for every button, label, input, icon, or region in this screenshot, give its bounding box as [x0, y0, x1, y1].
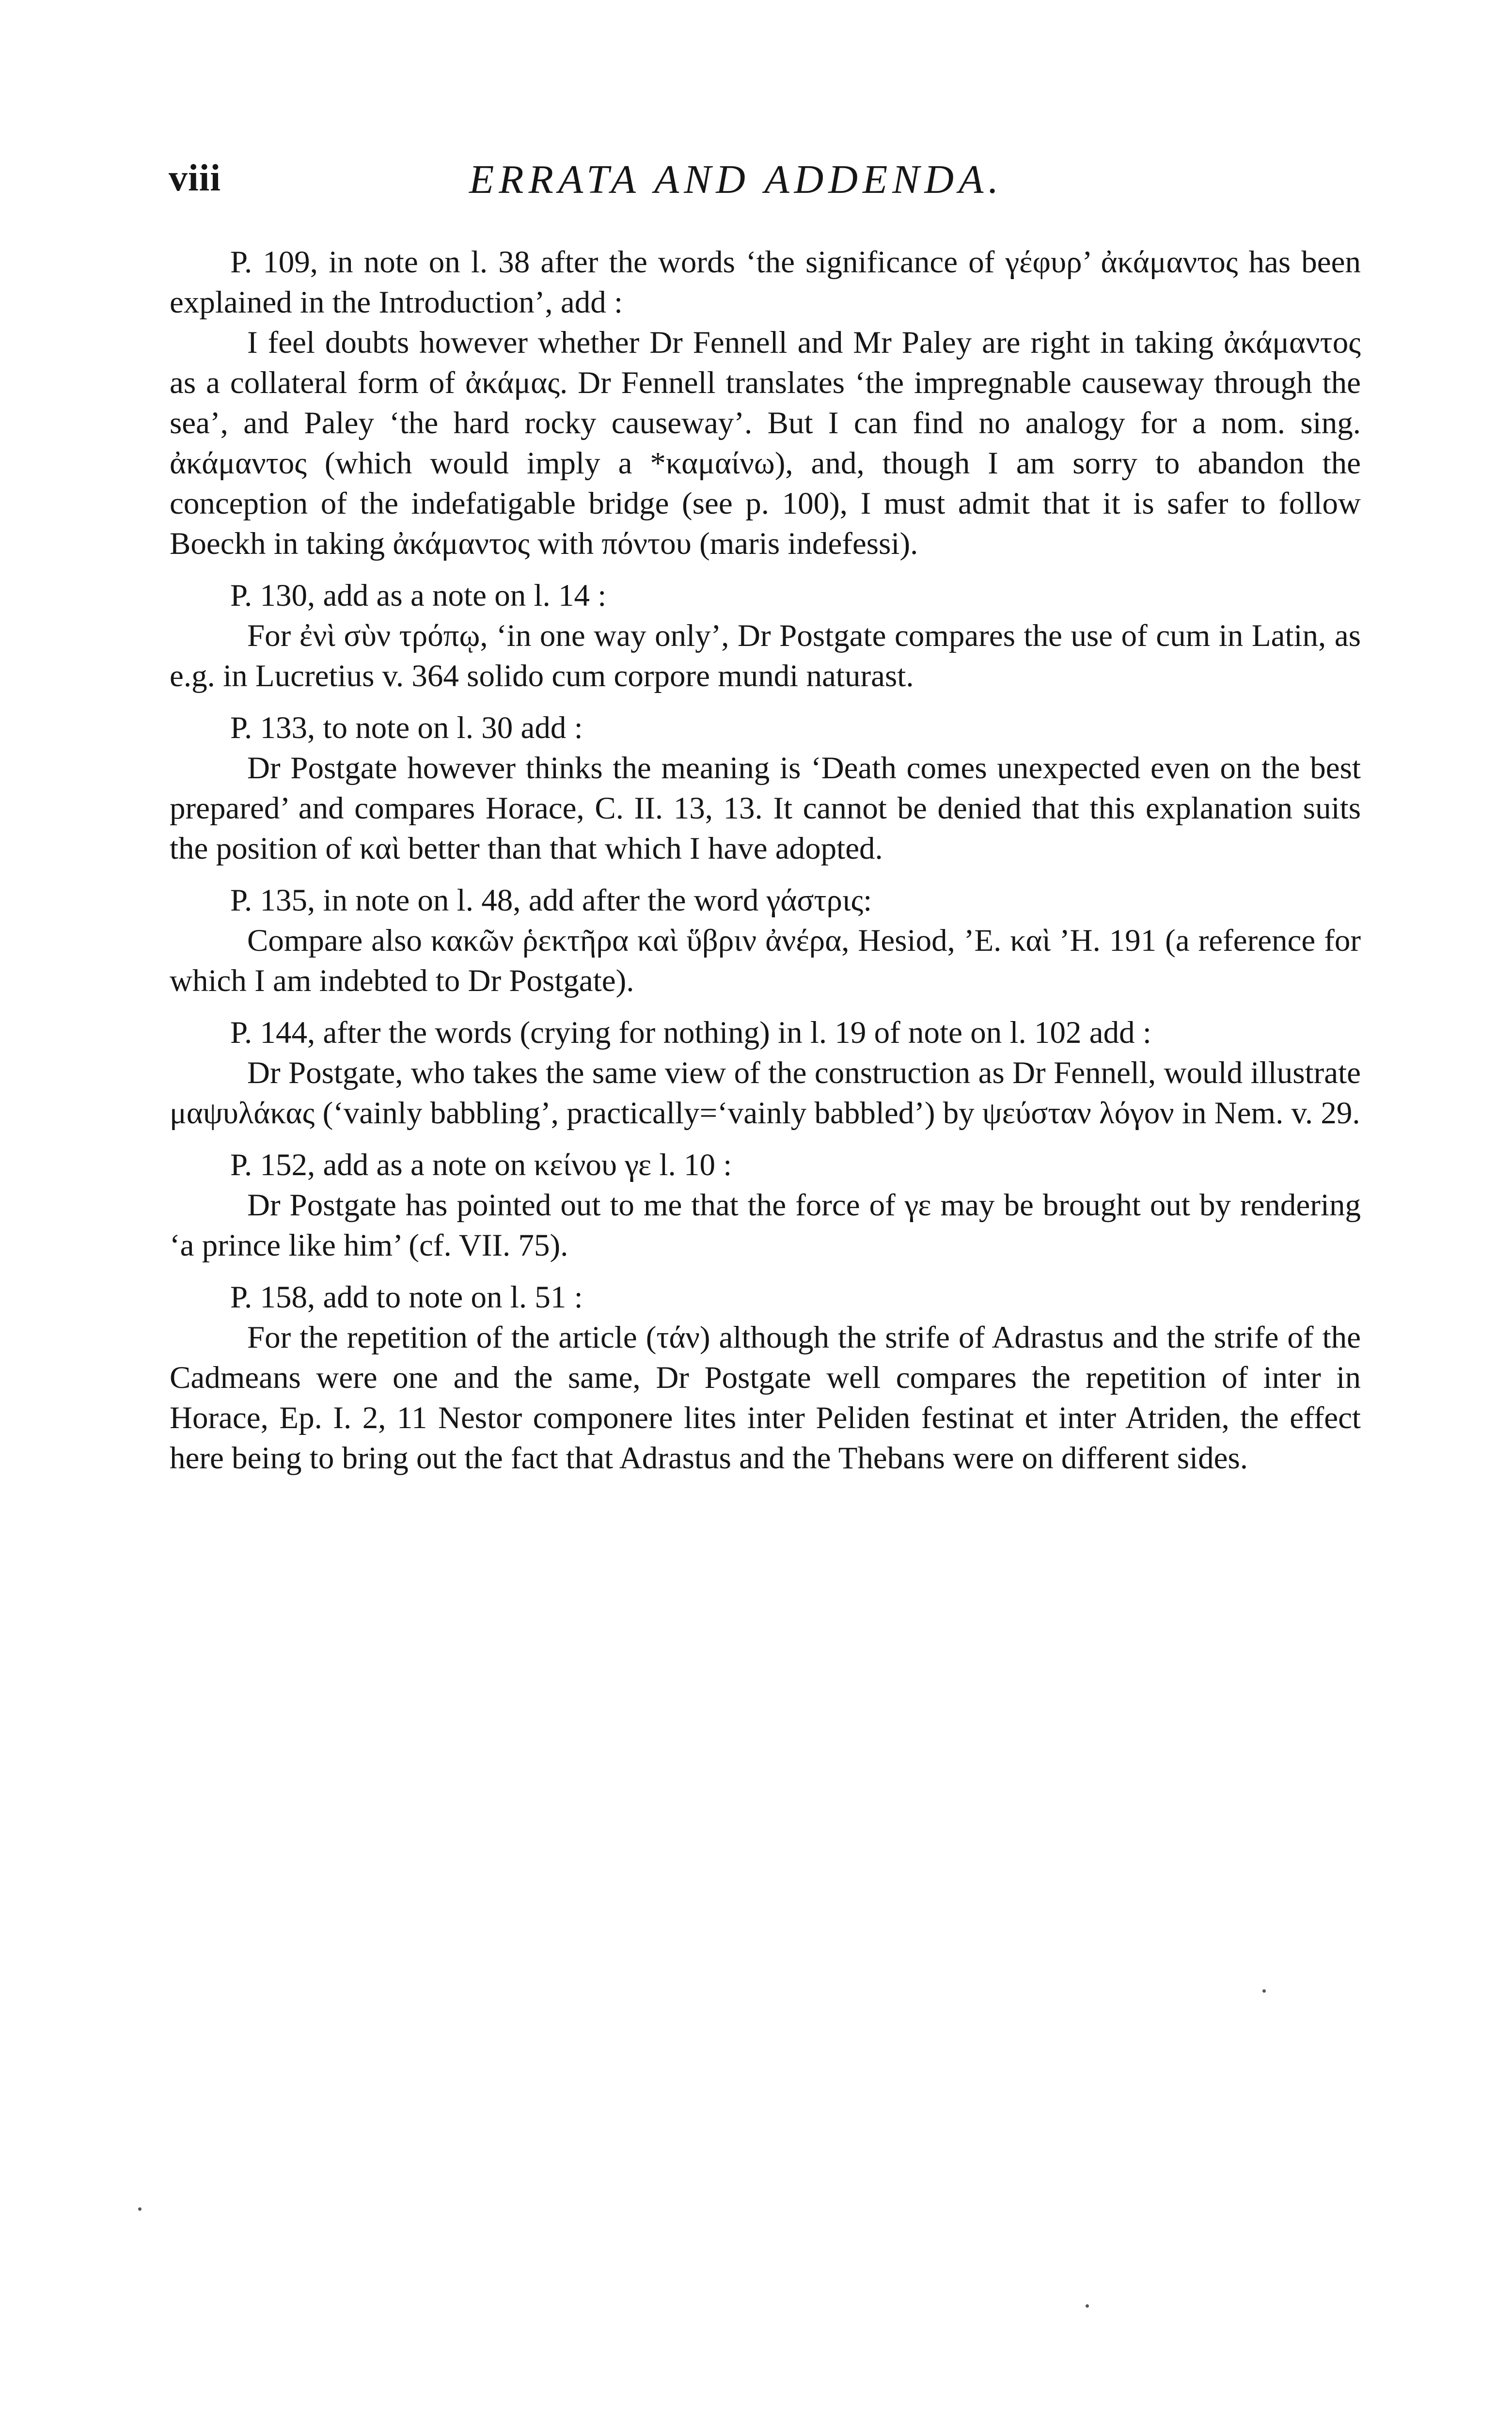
errata-entry	[170, 708, 1361, 869]
entry-text: Dr Postgate, who takes the same view of the construction as Dr Fennell, would illustrate μαψυλάκας (‘vainly babbling’, practically=‘vainly babbled’) by ψεύσταν λόγον in Nem. v. 29.	[170, 1055, 1361, 1131]
entry-heading: P. 135, in note on l. 48, add after the word γάστρις:	[230, 883, 872, 918]
page-header	[169, 156, 1361, 209]
errata-list	[170, 242, 1361, 1490]
entry-text: For the repetition of the article (τάν) although the strife of Adrastus and the strife of the Cadmeans were one and the same, Dr Postgate well compares the repetition of inter in Horace, Ep. I. 2, 11 Nestor componere lites inter Peliden festinat et inter Atriden, the effect here being to bring out the fact that Adrastus and the Thebans were on different sides.	[170, 1320, 1361, 1476]
entry-heading: P. 152, add as a note on κείνου γε l. 10 :	[230, 1148, 732, 1182]
entry-text: Dr Postgate has pointed out to me that the force of γε may be brought out by rendering ‘a prince like him’ (cf. VII. 75).	[170, 1188, 1361, 1263]
scan-speck	[1262, 1989, 1266, 1993]
errata-entry	[170, 1013, 1361, 1133]
errata-entry	[170, 1277, 1361, 1479]
errata-entry	[170, 576, 1361, 696]
scan-speck	[138, 2207, 142, 2211]
errata-entry	[170, 881, 1361, 1001]
page-number: viii	[169, 157, 221, 199]
entry-heading: P. 133, to note on l. 30 add :	[230, 710, 583, 745]
entry-text: Compare also κακῶν ῥεκτῆρα καὶ ὕβριν ἀνέρα, Hesiod, ’E. καὶ ’H. 191 (a reference for which I am indebted to Dr Postgate).	[170, 923, 1361, 998]
entry-heading: P. 130, add as a note on l. 14 :	[230, 578, 607, 613]
errata-entry	[170, 1145, 1361, 1266]
running-title: ERRATA AND ADDENDA.	[469, 157, 1004, 202]
entry-heading: P. 144, after the words (crying for nothing) in l. 19 of note on l. 102 add :	[230, 1015, 1151, 1050]
entry-text: Dr Postgate however thinks the meaning is ‘Death comes unexpected even on the best prepared’ and compares Horace, C. II. 13, 13. It cannot be denied that this explanation suits the position of καὶ better than that which I have adopted.	[170, 751, 1361, 866]
entry-heading: P. 109, in note on l. 38 after the words ‘the significance of γέφυρ’ ἀκάμαντος has been explained in the Introduction’, add :	[170, 245, 1361, 320]
entry-heading: P. 158, add to note on l. 51 :	[230, 1280, 583, 1315]
scan-speck	[1086, 2304, 1089, 2308]
errata-entry	[170, 242, 1361, 564]
entry-text: For ἐνὶ σὺν τρόπῳ, ‘in one way only’, Dr Postgate compares the use of cum in Latin, as e.g. in Lucretius v. 364 solido cum corpore mundi naturast.	[170, 618, 1361, 693]
entry-text: I feel doubts however whether Dr Fennell and Mr Paley are right in taking ἀκάμαντος as a collateral form of ἀκάμας. Dr Fennell translates ‘the impregnable causeway through the sea’, and Paley ‘the hard rocky causeway’. But I can find no analogy for a nom. sing. ἀκάμαντος (which would imply a *καμαίνω), and, though I am sorry to abandon the conception of the indefatigable bridge (see p. 100), I must admit that it is safer to follow Boeckh in taking ἀκάμαντος with πόντου (maris indefessi).	[170, 325, 1361, 561]
